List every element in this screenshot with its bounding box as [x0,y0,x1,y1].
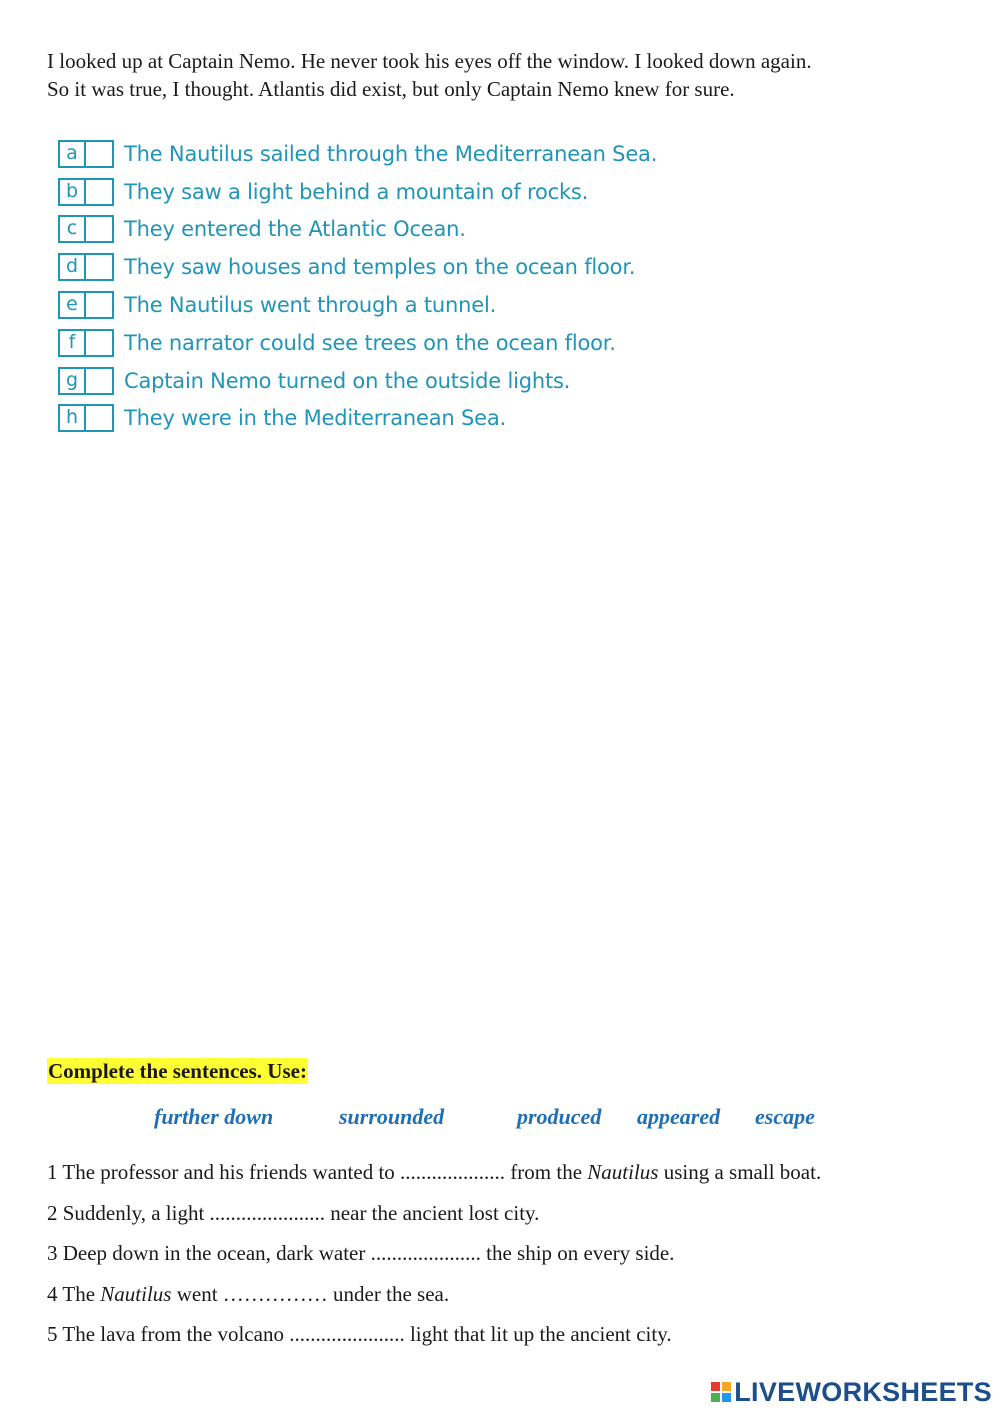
answer-box-pair [58,178,114,206]
order-sentence: Captain Nemo turned on the outside lights. [124,368,571,393]
answer-box-pair [58,253,114,281]
answer-box-pair [58,215,114,243]
word-bank-item: surrounded [339,1104,445,1129]
sentence-text: 3 Deep down in the ocean, dark water [47,1241,371,1265]
task-heading: Complete the sentences. Use: [48,1059,307,1083]
item-letter: g [60,369,86,393]
logo-square-e [722,1393,731,1402]
answer-box-pair [58,329,114,357]
order-answer-input-a[interactable] [86,142,112,166]
order-item [58,400,758,438]
order-answer-input-b[interactable] [86,180,112,204]
item-letter: h [60,406,86,430]
order-answer-input-g[interactable] [86,369,112,393]
blank-input-2[interactable]: ...................... [209,1200,326,1225]
sentence-text: light that lit up the ancient city. [404,1322,672,1346]
blank-input-5[interactable]: ...................... [289,1322,405,1346]
gap-sentence-1 [47,1158,967,1199]
item-letter: f [60,331,86,355]
logo-icon [711,1382,731,1402]
order-sentence: They entered the Atlantic Ocean. [124,217,466,242]
order-answer-input-e[interactable] [86,293,112,317]
sentence-text: 4 The [47,1281,101,1306]
order-item [58,173,758,211]
gap-sentence-5 [47,1320,967,1361]
logo-square-v [711,1393,720,1402]
order-item [58,248,758,286]
intro-paragraph [47,47,947,103]
gap-fill-sentences [47,1158,967,1361]
order-answer-input-h[interactable] [86,406,112,430]
sentence-text: 2 Suddenly, a light [47,1200,210,1225]
order-sentence: The narrator could see trees on the ocean floor. [124,330,616,355]
sentence-text: 5 The lava from the volcano [47,1322,290,1346]
word-bank-item: produced [517,1104,602,1129]
answer-box-pair [58,291,114,319]
sentence-italic: Nautilus [100,1281,172,1306]
word-bank-item: appeared [637,1104,721,1129]
gap-sentence-4 [47,1280,967,1321]
sentence-text: from the [505,1160,588,1184]
order-sentence: The Nautilus sailed through the Mediterranean Sea. [124,141,658,166]
word-bank-item: further down [154,1104,274,1129]
word-bank-item: escape [755,1104,815,1129]
order-sentence: They saw houses and temples on the ocean floor. [124,255,636,280]
sentence-text: using a small boat. [658,1160,822,1184]
order-item [58,324,758,362]
order-sentence: They were in the Mediterranean Sea. [124,406,506,431]
item-letter: b [60,180,86,204]
logo-square-i [722,1382,731,1391]
answer-box-pair [58,367,114,395]
logo-square-l [711,1382,720,1391]
intro-line-2: So it was true, I thought. Atlantis did exist, but only Captain Nemo knew for sure. [47,77,735,101]
sentence-text: the ship on every side. [480,1241,675,1265]
intro-line-1: I looked up at Captain Nemo. He never took his eyes off the window. I looked down again. [47,49,812,73]
sentence-text: 1 The professor and his friends wanted to [47,1160,401,1184]
item-letter: e [60,293,86,317]
order-answer-input-f[interactable] [86,331,112,355]
order-item [58,211,758,249]
logo-text: LIVEWORKSHEETS [734,1376,992,1407]
order-item [58,286,758,324]
blank-input-3[interactable]: ..................... [370,1241,481,1265]
order-sentence: They saw a light behind a mountain of rocks. [124,179,589,204]
order-sentence: The Nautilus went through a tunnel. [124,293,497,318]
word-bank [0,1104,1000,1134]
sentence-italic: Nautilus [587,1160,659,1184]
sentence-text: near the ancient lost city. [325,1200,540,1225]
gap-sentence-2 [47,1199,967,1240]
blank-input-4[interactable]: …………… [222,1281,328,1306]
item-letter: c [60,217,86,241]
order-item [58,362,758,400]
sentence-text: under the sea. [327,1281,450,1306]
order-item [58,135,758,173]
answer-box-pair [58,404,114,432]
sentence-text: went [171,1281,223,1306]
order-answer-input-d[interactable] [86,255,112,279]
ordering-exercise [58,135,758,437]
item-letter: d [60,255,86,279]
item-letter: a [60,142,86,166]
liveworksheets-logo [711,1377,992,1407]
gap-sentence-3 [47,1239,967,1280]
order-answer-input-c[interactable] [86,217,112,241]
answer-box-pair [58,140,114,168]
blank-input-1[interactable]: .................... [400,1160,506,1184]
